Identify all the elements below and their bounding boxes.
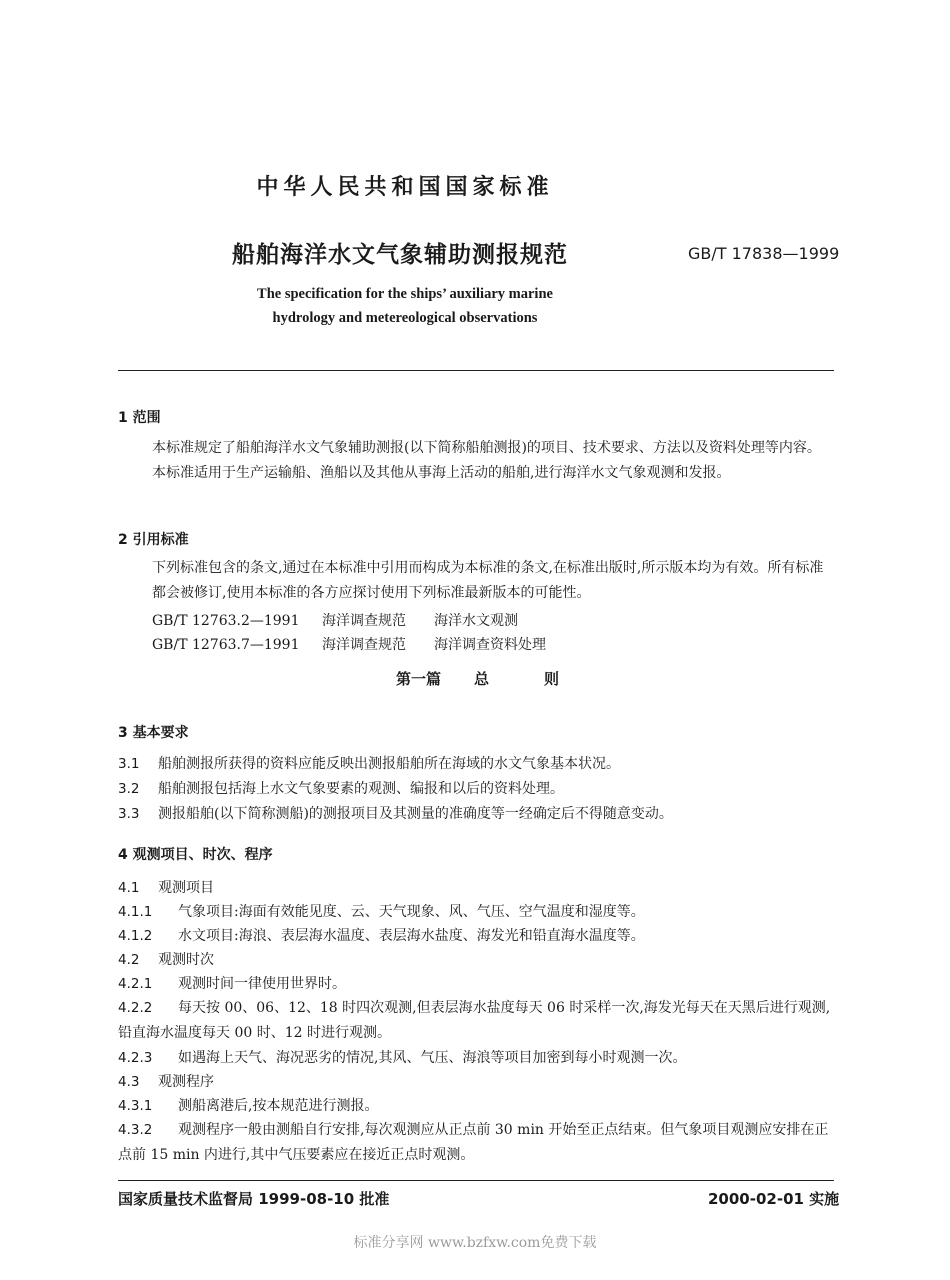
section-1-paragraph-2: 本标准适用于生产运输船、渔船以及其他从事海上活动的船舶,进行海洋水文气象观测和发报。 <box>152 465 731 481</box>
clause-number: 4.1.1 <box>118 904 153 920</box>
header-divider <box>118 370 834 371</box>
clause-text: 每天按 00、06、12、18 时四次观测,但表层海水盐度每天 06 时采样一次,海发光每天在天黑后进行观测,铅直海水温度每天 00 时、12 时进行观测。 <box>118 1000 831 1041</box>
footer-divider <box>118 1180 834 1181</box>
clause-number: 4.3.2 <box>118 1122 153 1138</box>
english-title-line-2: hydrology and metereological observations <box>272 310 538 326</box>
clause-text: 测报船舶(以下简称测船)的测报项目及其测量的准确度等一经确定后不得随意变动。 <box>158 806 673 822</box>
clause-text: 观测程序 <box>158 1074 214 1090</box>
clause-text: 船舶测报包括海上水文气象要素的观测、编报和以后的资料处理。 <box>158 781 564 797</box>
reference-row <box>152 610 518 630</box>
section-4-heading: 4 观测项目、时次、程序 <box>118 847 273 863</box>
clause-text: 气象项目:海面有效能见度、云、天气现象、风、气压、空气温度和湿度等。 <box>178 904 645 920</box>
section-2-heading: 2 引用标准 <box>118 532 189 548</box>
clause-item <box>118 1046 838 1071</box>
reference-subtitle: 海洋调查资料处理 <box>434 637 546 653</box>
clause-text: 观测程序一般由测船自行安排,每次观测应从正点前 30 min 开始至正点结束。但气象项目观测应安排在正点前 15 min 内进行,其中气压要素应在接近正点时观测。 <box>118 1122 829 1163</box>
clause-item <box>118 1094 838 1119</box>
document-title: 船舶海洋水文气象辅助测报规范 <box>232 242 568 268</box>
watermark: 标准分享网 www.bzfxw.com免费下载 <box>353 1235 597 1251</box>
clause-text: 观测项目 <box>158 880 214 896</box>
clause-number: 4.2.2 <box>118 1000 153 1016</box>
reference-code: GB/T 12763.7—1991 <box>152 637 300 653</box>
clause-number: 4.3.1 <box>118 1098 153 1114</box>
clause-item <box>118 900 838 925</box>
clause-item <box>118 876 838 901</box>
clause-text: 观测时次 <box>158 952 214 968</box>
clause-number: 4.1.2 <box>118 928 153 944</box>
clause-text: 水文项目:海浪、表层海水温度、表层海水盐度、海发光和铅直海水温度等。 <box>178 928 645 944</box>
part-title <box>396 668 559 689</box>
reference-title: 海洋调查规范 <box>322 637 406 653</box>
clause-item <box>118 1070 838 1095</box>
part-title-word-2: 则 <box>544 670 560 688</box>
clause-number: 3.3 <box>118 806 140 822</box>
clause-number: 4.2.1 <box>118 976 153 992</box>
clause-number: 3.1 <box>118 756 140 772</box>
reference-subtitle: 海洋水文观测 <box>434 613 518 629</box>
section-2-body <box>118 556 836 606</box>
section-1-body <box>118 436 836 486</box>
clause-text: 船舶测报所获得的资料应能反映出测报船舶所在海域的水文气象基本状况。 <box>158 756 620 772</box>
reference-row <box>152 634 546 654</box>
clause-number: 3.2 <box>118 781 140 797</box>
clause-item <box>118 996 838 1046</box>
section-2-paragraph-1: 下列标准包含的条文,通过在本标准中引用而构成为本标准的条文,在标准出版时,所示版本均为有效。所有标准都会被修订,使用本标准的各方应探讨使用下列标准最新版本的可能性。 <box>152 560 824 601</box>
clause-item <box>118 924 838 949</box>
clause-item <box>118 802 838 827</box>
clause-item <box>118 777 838 802</box>
section-3-heading: 3 基本要求 <box>118 725 189 741</box>
clause-text: 观测时间一律使用世界时。 <box>178 976 346 992</box>
section-1-paragraph-1: 本标准规定了船舶海洋水文气象辅助测报(以下简称船舶测报)的项目、技术要求、方法以及资料处理等内容。 <box>152 440 821 456</box>
implementation-date: 2000-02-01 实施 <box>708 1190 840 1208</box>
clause-text: 测船离港后,按本规范进行测报。 <box>178 1098 379 1114</box>
approval-date: 国家质量技术监督局 1999-08-10 批准 <box>118 1190 390 1208</box>
part-title-number: 第一篇 <box>396 670 442 688</box>
section-1-heading: 1 范围 <box>118 410 161 426</box>
clause-number: 4.3 <box>118 1074 140 1090</box>
clause-item <box>118 752 838 777</box>
clause-number: 4.1 <box>118 880 140 896</box>
clause-number: 4.2 <box>118 952 140 968</box>
reference-title: 海洋调查规范 <box>322 613 406 629</box>
clause-number: 4.2.3 <box>118 1050 153 1066</box>
standard-code: GB/T 17838—1999 <box>688 244 840 263</box>
clause-item <box>118 948 838 973</box>
clause-item <box>118 972 838 997</box>
clause-item <box>118 1118 838 1168</box>
clause-text: 如遇海上天气、海况恶劣的情况,其风、气压、海浪等项目加密到每小时观测一次。 <box>178 1050 687 1066</box>
national-standard-heading: 中华人民共和国国家标准 <box>256 175 554 200</box>
part-title-word-1: 总 <box>474 670 490 688</box>
english-title-line-1: The specification for the ships’ auxiliary marine <box>257 286 553 302</box>
reference-code: GB/T 12763.2—1991 <box>152 613 300 629</box>
